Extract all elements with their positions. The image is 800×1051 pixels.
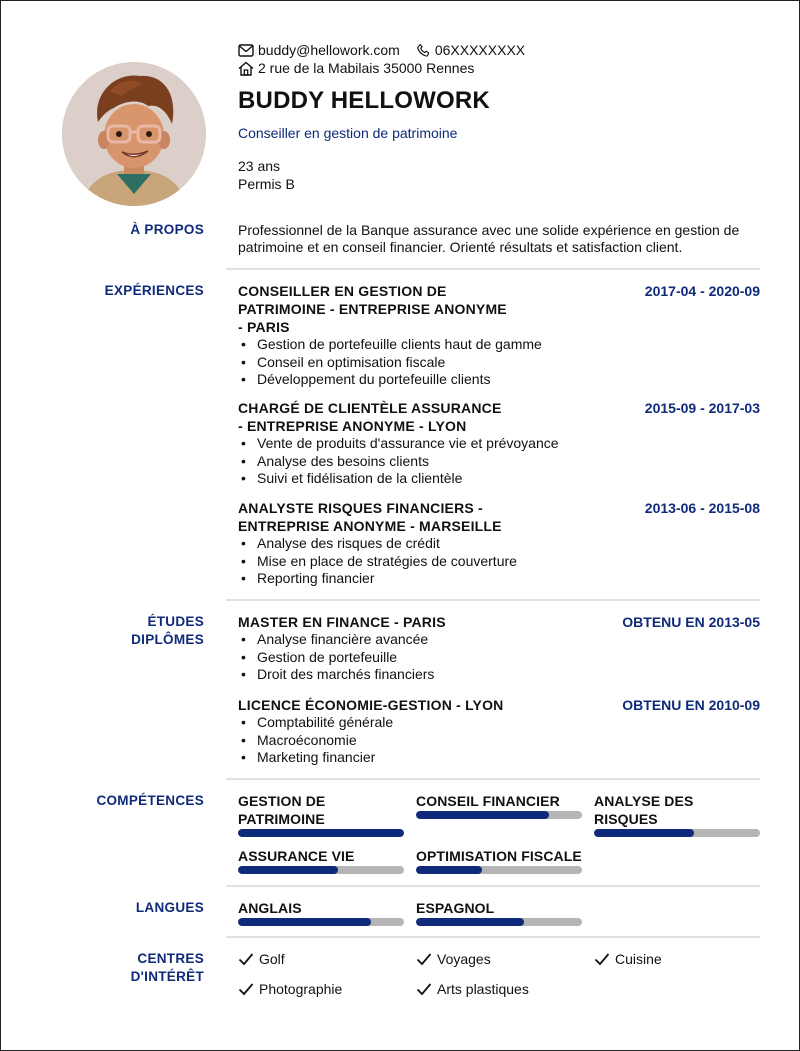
experience-bullets <box>238 535 760 588</box>
interest-item <box>594 950 662 968</box>
home-icon <box>238 61 254 76</box>
interest-item <box>416 980 529 998</box>
study-bullets <box>238 714 760 767</box>
section-label-about: À PROPOS <box>130 222 204 237</box>
experience-date: 2015-09 - 2017-03 <box>644 400 760 416</box>
list-item: • Comptabilité générale <box>238 714 760 732</box>
section-label-line: DIPLÔMES <box>131 632 204 647</box>
study-date: OBTENU EN 2010-09 <box>622 697 760 713</box>
experience-bullets <box>238 435 760 488</box>
check-icon <box>416 952 432 966</box>
skill-item <box>416 847 582 874</box>
skill-bar <box>416 866 582 874</box>
experience-title: ANALYSTE RISQUES FINANCIERS - ENTREPRISE ANONYME - MARSEILLE <box>238 500 502 534</box>
skill-label: ANALYSE DES RISQUES <box>594 793 694 827</box>
experience-item <box>238 399 760 488</box>
list-item: • Droit des marchés financiers <box>238 666 760 684</box>
skill-item <box>594 792 760 837</box>
list-item: • Mise en place de stratégies de couverture <box>238 553 760 571</box>
skill-bar-fill <box>238 866 338 874</box>
section-label-skills: COMPÉTENCES <box>96 793 204 808</box>
experience-item <box>238 499 760 588</box>
skill-label: OPTIMISATION FISCALE <box>416 848 582 864</box>
skill-bar-fill <box>416 866 482 874</box>
language-bar <box>416 918 582 926</box>
interest-item <box>416 950 491 968</box>
section-label-line: ÉTUDES <box>147 614 204 629</box>
skill-bar-fill <box>238 829 404 837</box>
language-bar-fill <box>416 918 524 926</box>
list-item: • Gestion de portefeuille clients haut de gamme <box>238 336 760 354</box>
interest-item <box>238 950 285 968</box>
section-label-line: CENTRES <box>137 951 204 966</box>
list-item: • Vente de produits d'assurance vie et prévoyance <box>238 435 760 453</box>
list-item: • Analyse des risques de crédit <box>238 535 760 553</box>
section-label-experiences: EXPÉRIENCES <box>104 283 204 298</box>
check-icon <box>416 982 432 996</box>
list-item: • Analyse financière avancée <box>238 631 760 649</box>
avatar <box>62 62 206 206</box>
check-icon <box>594 952 610 966</box>
interest-label: Golf <box>259 951 285 967</box>
avatar-illustration <box>62 62 206 206</box>
check-icon <box>238 952 254 966</box>
age: 23 ans <box>238 158 281 174</box>
phone-text: 06XXXXXXXX <box>434 42 526 58</box>
experience-date: 2017-04 - 2020-09 <box>644 283 760 299</box>
phone-icon <box>416 43 431 58</box>
personal-info <box>238 157 295 193</box>
experience-title: CHARGÉ DE CLIENTÈLE ASSURANCE - ENTREPRISE ANONYME - LYON <box>238 400 502 434</box>
study-title: MASTER EN FINANCE - PARIS <box>238 614 446 630</box>
skill-bar <box>238 829 404 837</box>
language-label: ESPAGNOL <box>416 900 495 916</box>
list-item: • Suivi et fidélisation de la clientèle <box>238 470 760 488</box>
study-title: LICENCE ÉCONOMIE-GESTION - LYON <box>238 697 504 713</box>
section-label-languages: LANGUES <box>135 900 204 915</box>
divider <box>226 778 760 780</box>
skill-label: ASSURANCE VIE <box>238 848 355 864</box>
skill-item <box>238 792 404 837</box>
list-item: • Macroéconomie <box>238 732 760 750</box>
interest-label: Cuisine <box>615 951 662 967</box>
list-item: • Conseil en optimisation fiscale <box>238 354 760 372</box>
experience-bullets <box>238 336 760 389</box>
divider <box>226 599 760 601</box>
skill-bar <box>238 866 404 874</box>
study-date: OBTENU EN 2013-05 <box>622 614 760 630</box>
study-item <box>238 696 760 767</box>
language-label: ANGLAIS <box>238 900 302 916</box>
interest-label: Photographie <box>259 981 343 997</box>
email-item[interactable] <box>238 41 400 59</box>
interest-item <box>238 980 342 998</box>
skill-item <box>416 792 582 819</box>
study-item <box>238 613 760 684</box>
experience-date: 2013-06 - 2015-08 <box>644 500 760 516</box>
divider <box>226 268 760 270</box>
experience-title: CONSEILLER EN GESTION DE PATRIMOINE - ENTREPRISE ANONYME - PARIS <box>238 283 507 335</box>
study-bullets <box>238 631 760 684</box>
skill-label: CONSEIL FINANCIER <box>416 793 560 809</box>
email-text: buddy@hellowork.com <box>258 42 400 58</box>
driving-license: Permis B <box>238 176 295 192</box>
skill-item <box>238 847 404 874</box>
address-text: 2 rue de la Mabilais 35000 Rennes <box>258 60 475 76</box>
list-item: • Marketing financier <box>238 749 760 767</box>
skill-bar <box>594 829 760 837</box>
interest-label: Voyages <box>437 951 491 967</box>
list-item: • Analyse des besoins clients <box>238 453 760 471</box>
list-item: • Reporting financier <box>238 570 760 588</box>
skill-bar-fill <box>416 811 549 819</box>
language-item <box>416 899 582 926</box>
divider <box>226 885 760 887</box>
section-label-studies <box>131 613 204 649</box>
skill-label: GESTION DE PATRIMOINE <box>238 793 326 827</box>
check-icon <box>238 982 254 996</box>
language-bar-fill <box>238 918 371 926</box>
phone-item[interactable] <box>416 41 525 59</box>
list-item: • Développement du portefeuille clients <box>238 371 760 389</box>
address-item <box>238 59 474 77</box>
candidate-name: BUDDY HELLOWORK <box>238 87 490 114</box>
language-item <box>238 899 404 926</box>
about-text: Professionnel de la Banque assurance avec une solide expérience en gestion de patrimoine et en conseil financier. Orienté résultats et satisfaction client. <box>238 222 740 255</box>
divider <box>226 936 760 938</box>
section-label-line: D'INTÉRÊT <box>130 969 204 984</box>
skill-bar-fill <box>594 829 694 837</box>
language-bar <box>238 918 404 926</box>
interest-label: Arts plastiques <box>437 981 529 997</box>
contact-block <box>238 41 541 77</box>
envelope-icon <box>238 44 254 57</box>
job-title: Conseiller en gestion de patrimoine <box>238 125 458 141</box>
list-item: • Gestion de portefeuille <box>238 649 760 667</box>
skill-bar <box>416 811 582 819</box>
experience-item <box>238 282 760 389</box>
section-label-interests <box>131 950 204 986</box>
